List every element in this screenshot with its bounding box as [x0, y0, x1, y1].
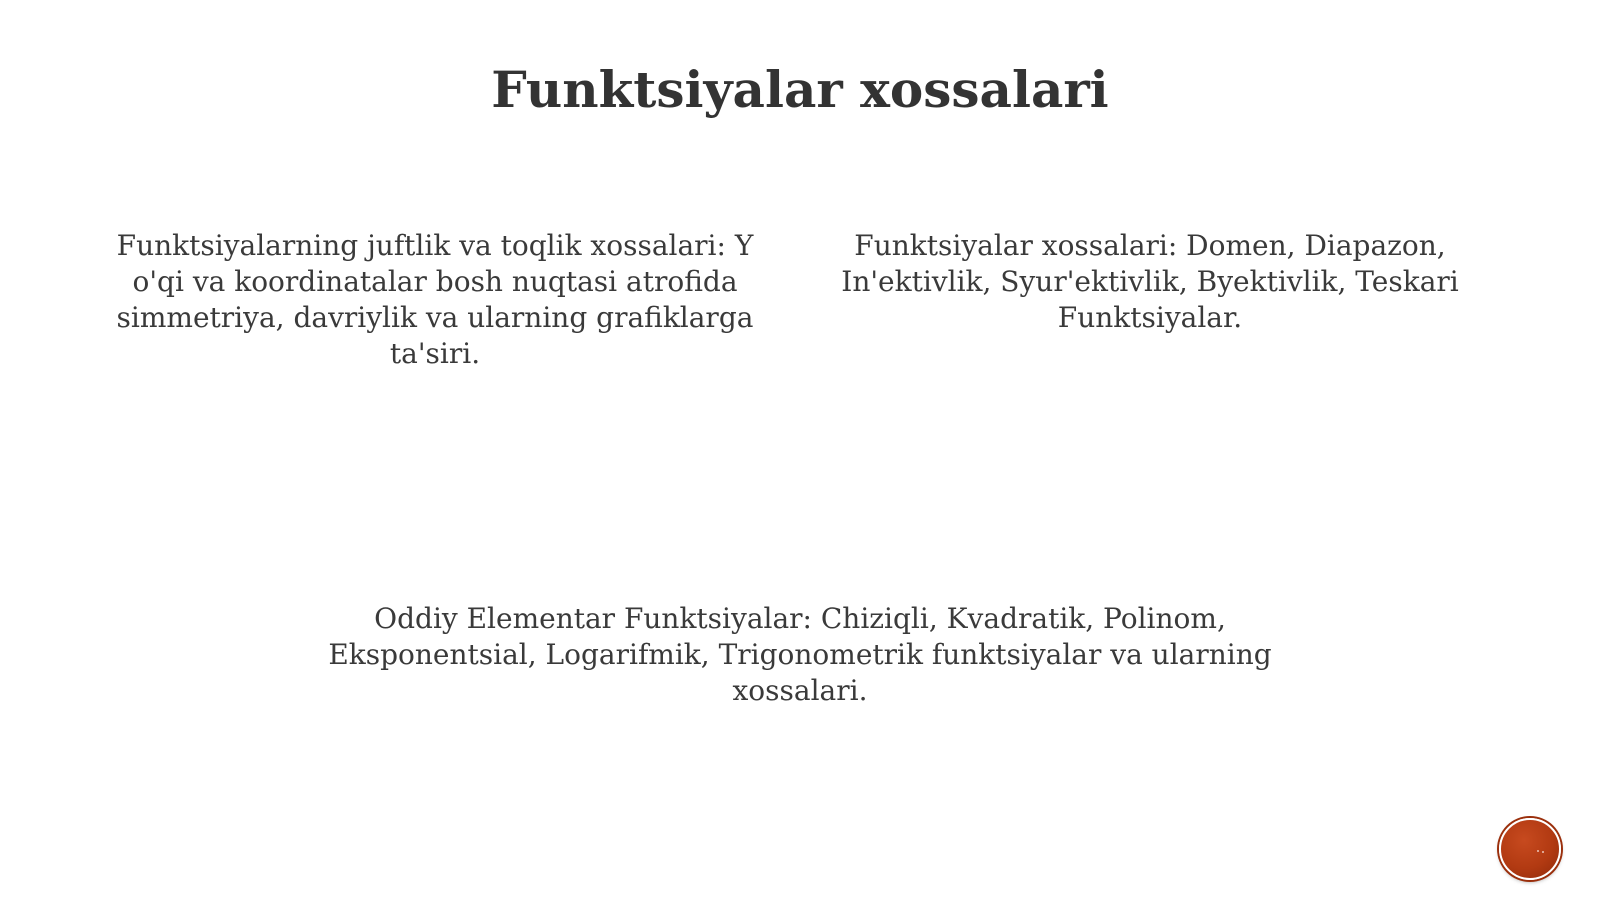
next-slide-icon[interactable]	[1499, 818, 1561, 880]
text-block-parity-properties: Funktsiyalarning juftlik va toqlik xossalari: Y o'qi va koordinatalar bosh nuqtasi atrofida simmetriya, davriylik va ularning grafiklarga ta'siri.	[116, 229, 754, 370]
button-highlight-dot	[1542, 851, 1544, 853]
text-block-function-properties: Funktsiyalar xossalari: Domen, Diapazon, In'ektivlik, Syur'ektivlik, Byektivlik, Teskari Funktsiyalar.	[841, 229, 1459, 334]
text-block-elementary-functions: Oddiy Elementar Funktsiyalar: Chiziqli, Kvadratik, Polinom, Eksponentsial, Logarifmik, Trigonometrik funktsiyalar va ularning xossalari.	[328, 602, 1272, 707]
slide-title: Funktsiyalar xossalari	[491, 60, 1109, 119]
button-highlight-dot	[1537, 850, 1539, 852]
